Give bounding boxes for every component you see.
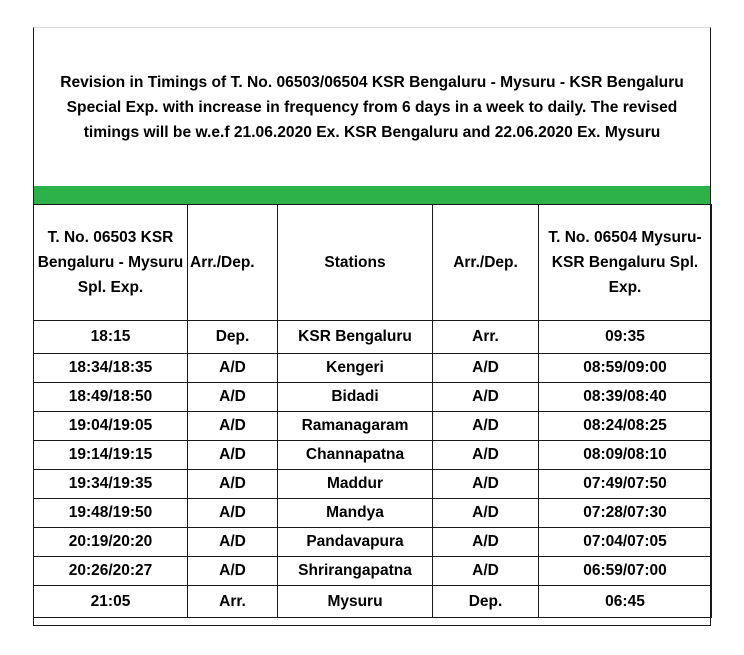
cell-06504-time: 09:35: [539, 321, 712, 354]
header-stations: Stations: [278, 205, 433, 321]
cell-station: Pandavapura: [278, 528, 433, 557]
cell-arr-dep-left: Arr.: [188, 586, 278, 618]
cell-06503-time: 19:34/19:35: [34, 470, 188, 499]
cell-06504-time: 06:45: [539, 586, 712, 618]
cell-06504-time: 07:28/07:30: [539, 499, 712, 528]
cell-arr-dep-right: A/D: [433, 383, 539, 412]
cell-arr-dep-right: Arr.: [433, 321, 539, 354]
header-train-06503: T. No. 06503 KSR Bengaluru - Mysuru Spl. Exp.: [34, 205, 188, 321]
cell-06503-time: 19:04/19:05: [34, 412, 188, 441]
cell-06503-time: 20:19/20:20: [34, 528, 188, 557]
header-arr-dep-right: Arr./Dep.: [433, 205, 539, 321]
table-header-row: [34, 205, 712, 321]
cell-arr-dep-left: A/D: [188, 499, 278, 528]
header-arr-dep-left: Arr./Dep.: [188, 205, 278, 321]
cell-06503-time: 20:26/20:27: [34, 557, 188, 586]
cell-arr-dep-right: A/D: [433, 557, 539, 586]
cell-station: Bidadi: [278, 383, 433, 412]
table-row: [34, 499, 712, 528]
cell-arr-dep-left: A/D: [188, 441, 278, 470]
cell-station: KSR Bengaluru: [278, 321, 433, 354]
table-row: [34, 557, 712, 586]
cell-arr-dep-right: A/D: [433, 354, 539, 383]
cell-arr-dep-right: A/D: [433, 499, 539, 528]
cell-06504-time: 06:59/07:00: [539, 557, 712, 586]
cell-arr-dep-left: A/D: [188, 557, 278, 586]
cell-arr-dep-left: A/D: [188, 354, 278, 383]
cell-06504-time: 08:24/08:25: [539, 412, 712, 441]
cell-06503-time: 18:15: [34, 321, 188, 354]
cell-station: Kengeri: [278, 354, 433, 383]
cell-arr-dep-right: A/D: [433, 412, 539, 441]
cell-arr-dep-left: A/D: [188, 528, 278, 557]
cell-06504-time: 08:39/08:40: [539, 383, 712, 412]
header-train-06504: T. No. 06504 Mysuru-KSR Bengaluru Spl. Exp.: [539, 205, 712, 321]
table-row: [34, 470, 712, 499]
cell-06504-time: 07:49/07:50: [539, 470, 712, 499]
cell-06504-time: 08:59/09:00: [539, 354, 712, 383]
cell-station: Channapatna: [278, 441, 433, 470]
notice-text: Revision in Timings of T. No. 06503/06504 KSR Bengaluru - Mysuru - KSR Bengaluru Special Exp. with increase in frequency from 6 days in a week to daily. The revised timings will be w.e.f 21.06.2020 Ex. KSR Bengaluru and 22.06.2020 Ex. Mysuru: [60, 73, 684, 141]
table-row: [34, 586, 712, 618]
table-row: [34, 441, 712, 470]
cell-arr-dep-left: A/D: [188, 383, 278, 412]
notice-header: [34, 28, 710, 186]
cell-station: Ramanagaram: [278, 412, 433, 441]
cell-arr-dep-right: A/D: [433, 528, 539, 557]
table-row: [34, 528, 712, 557]
cell-06503-time: 18:34/18:35: [34, 354, 188, 383]
cell-station: Mysuru: [278, 586, 433, 618]
cell-station: Mandya: [278, 499, 433, 528]
cell-arr-dep-left: Dep.: [188, 321, 278, 354]
cell-arr-dep-left: A/D: [188, 412, 278, 441]
cell-station: Maddur: [278, 470, 433, 499]
cell-arr-dep-right: Dep.: [433, 586, 539, 618]
cell-06504-time: 07:04/07:05: [539, 528, 712, 557]
cell-06504-time: 08:09/08:10: [539, 441, 712, 470]
table-row: [34, 321, 712, 354]
timetable-document: [33, 27, 711, 626]
table-row: [34, 354, 712, 383]
cell-station: Shrirangapatna: [278, 557, 433, 586]
cell-06503-time: 19:14/19:15: [34, 441, 188, 470]
table-row: [34, 412, 712, 441]
schedule-table: [33, 204, 712, 618]
cell-06503-time: 19:48/19:50: [34, 499, 188, 528]
cell-06503-time: 21:05: [34, 586, 188, 618]
cell-arr-dep-left: A/D: [188, 470, 278, 499]
green-separator-band: [34, 186, 710, 204]
table-row: [34, 383, 712, 412]
cell-arr-dep-right: A/D: [433, 441, 539, 470]
cell-06503-time: 18:49/18:50: [34, 383, 188, 412]
cell-arr-dep-right: A/D: [433, 470, 539, 499]
